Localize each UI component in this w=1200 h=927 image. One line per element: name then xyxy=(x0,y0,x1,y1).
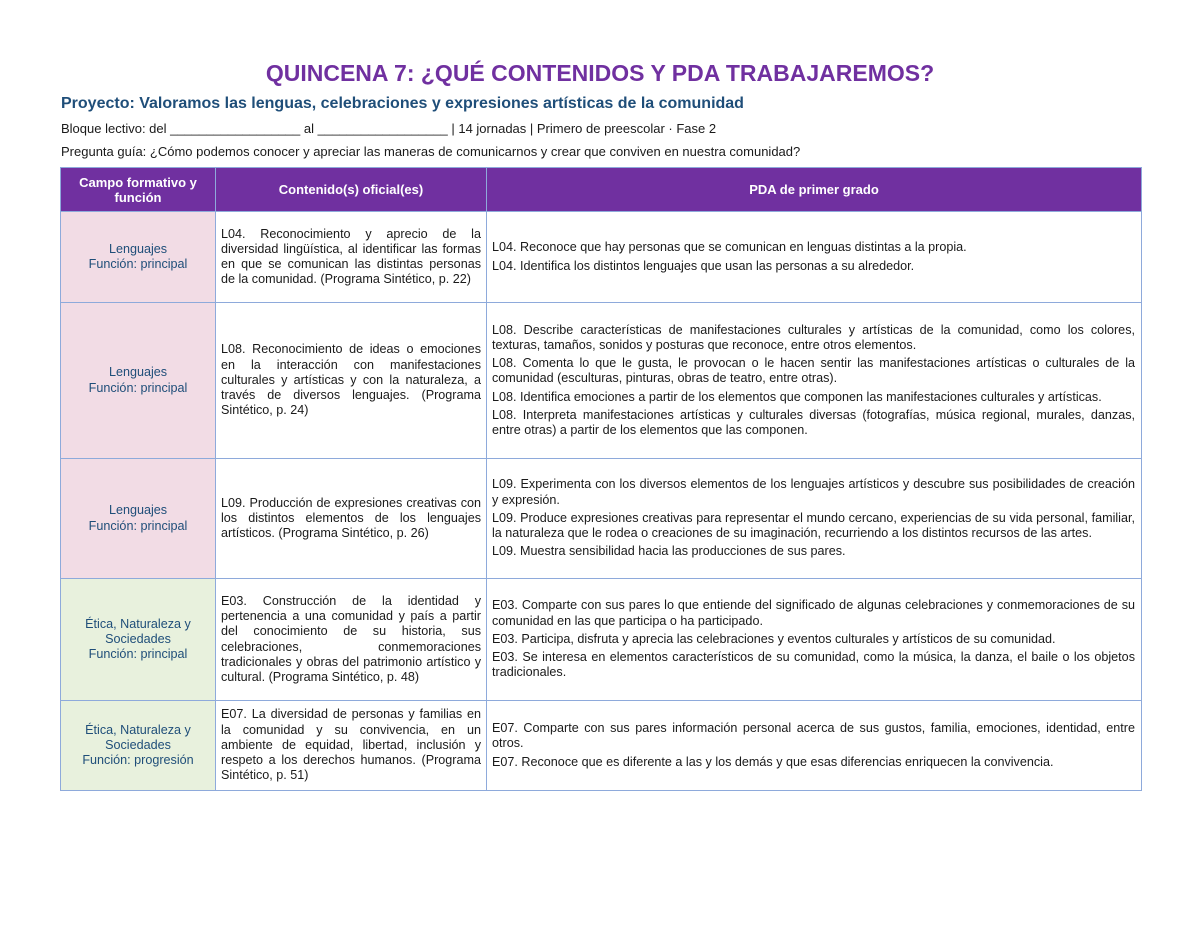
campo-name: Lenguajes xyxy=(108,503,168,518)
pda-item: L09. Muestra sensibilidad hacia las producciones de sus pares. xyxy=(492,544,846,559)
pda-item: L04. Identifica los distintos lenguajes que usan las personas a su alrededor. xyxy=(492,258,915,273)
campo-name: Ética, Naturaleza y Sociedades xyxy=(85,616,191,646)
campo-name: Ética, Naturaleza y Sociedades xyxy=(85,722,191,752)
contenido-cell: E07. La diversidad de personas y familias en la comunidad y su convivencia, en un ambiente de equidad, libertad, inclusión y respeto a los derechos humanos. (Programa Sintético, p. 51) xyxy=(216,701,487,791)
campo-cell xyxy=(61,579,216,701)
campo-cell xyxy=(61,303,216,459)
header-pda: PDA de primer grado xyxy=(487,168,1142,212)
pda-cell xyxy=(487,303,1142,459)
pregunta-guia: Pregunta guía: ¿Cómo podemos conocer y apreciar las maneras de comunicarnos y crear que conviven en nuestra comunidad? xyxy=(61,144,801,159)
contenido-cell: E03. Construcción de la identidad y pertenencia a una comunidad y país a partir del conocimiento de su historia, sus celebraciones, conmemoraciones tradicionales y obras del patrimonio artístico y cultural. (Programa Sintético, p. 48) xyxy=(216,579,487,701)
pda-table xyxy=(60,167,1142,791)
campo-name: Lenguajes xyxy=(108,241,168,256)
pda-cell xyxy=(487,459,1142,579)
pda-item: E07. Reconoce que es diferente a las y los demás y que esas diferencias enriquecen la convivencia. xyxy=(492,754,1054,769)
pda-item: E03. Comparte con sus pares lo que entiende del significado de algunas celebraciones y conmemoraciones de su comunidad en las que participa o ha participado. xyxy=(492,598,1135,628)
pda-item: E03. Participa, disfruta y aprecia las celebraciones y eventos culturales y artísticos de su comunidad. xyxy=(492,631,1056,646)
campo-cell xyxy=(61,459,216,579)
table-row xyxy=(61,701,1142,791)
campo-cell xyxy=(61,212,216,303)
project-title: Proyecto: Valoramos las lenguas, celebraciones y expresiones artísticas de la comunidad xyxy=(61,95,744,112)
table-row xyxy=(61,579,1142,701)
pda-cell xyxy=(487,212,1142,303)
campo-funcion: Función: principal xyxy=(88,257,188,271)
pda-item: L08. Identifica emociones a partir de los elementos que componen las manifestaciones culturales y artísticas. xyxy=(492,389,1102,404)
campo-name: Lenguajes xyxy=(108,365,168,380)
table-row xyxy=(61,212,1142,303)
pda-item: L08. Describe características de manifestaciones culturales y artísticas de la comunidad, como los colores, texturas, tamaños, sonidos y posturas que reconoce, entre otros elementos. xyxy=(492,322,1135,352)
table-row xyxy=(61,303,1142,459)
campo-cell xyxy=(61,701,216,791)
page-title: QUINCENA 7: ¿QUÉ CONTENIDOS Y PDA TRABAJAREMOS? xyxy=(265,60,935,86)
campo-funcion: Función: progresión xyxy=(82,753,194,768)
bloque-lectivo: Bloque lectivo: del __________________ al __________________ | 14 jornadas | Primero de preescolar · Fase 2 xyxy=(61,121,717,136)
table-row xyxy=(61,459,1142,579)
pda-item: L09. Experimenta con los diversos elementos de los lenguajes artísticos y descubre sus posibilidades de creación y expresión. xyxy=(492,477,1135,507)
contenido-cell: L09. Producción de expresiones creativas con los distintos elementos de los lenguajes artísticos. (Programa Sintético, p. 26) xyxy=(216,459,487,579)
pda-cell xyxy=(487,579,1142,701)
campo-funcion: Función: principal xyxy=(88,518,188,533)
table-header-row xyxy=(61,168,1142,212)
pda-item: L08. Comenta lo que le gusta, le provocan o le hacen sentir las manifestaciones artísticas o culturales de la comunidad (esculturas, pinturas, obras de teatro, entre otras). xyxy=(492,356,1135,386)
pda-cell xyxy=(487,701,1142,791)
contenido-cell: L04. Reconocimiento y aprecio de la diversidad lingüística, al identificar las formas en que se comunican las distintas personas de la comunidad. (Programa Sintético, p. 22) xyxy=(216,212,487,303)
pda-item: L04. Reconoce que hay personas que se comunican en lenguas distintas a la propia. xyxy=(492,240,967,255)
header-contenido: Contenido(s) oficial(es) xyxy=(216,168,487,212)
pda-item: E07. Comparte con sus pares información personal acerca de sus gustos, familia, emociones, identidad, entre otros. xyxy=(492,721,1135,751)
campo-funcion: Función: principal xyxy=(88,647,188,662)
campo-funcion: Función: principal xyxy=(88,380,188,395)
pda-item: L09. Produce expresiones creativas para representar el mundo cercano, experiencias de su vida personal, familiar, la naturaleza que le rodea o creaciones de su imaginación, recurriendo a los distintos recursos de las artes. xyxy=(492,510,1135,541)
header-campo: Campo formativo y función xyxy=(61,168,216,212)
contenido-cell: L08. Reconocimiento de ideas o emociones en la interacción con manifestaciones culturales y artísticas y con la naturaleza, a través de diversos lenguajes. (Programa Sintético, p. 24) xyxy=(216,303,487,459)
pda-item: E03. Se interesa en elementos característicos de su comunidad, como la música, la danza, el baile o los objetos tradicionales. xyxy=(492,650,1135,680)
pda-item: L08. Interpreta manifestaciones artísticas y culturales diversas (fotografías, música regional, murales, danzas, entre otras) a partir de los elementos que las componen. xyxy=(492,407,1135,437)
